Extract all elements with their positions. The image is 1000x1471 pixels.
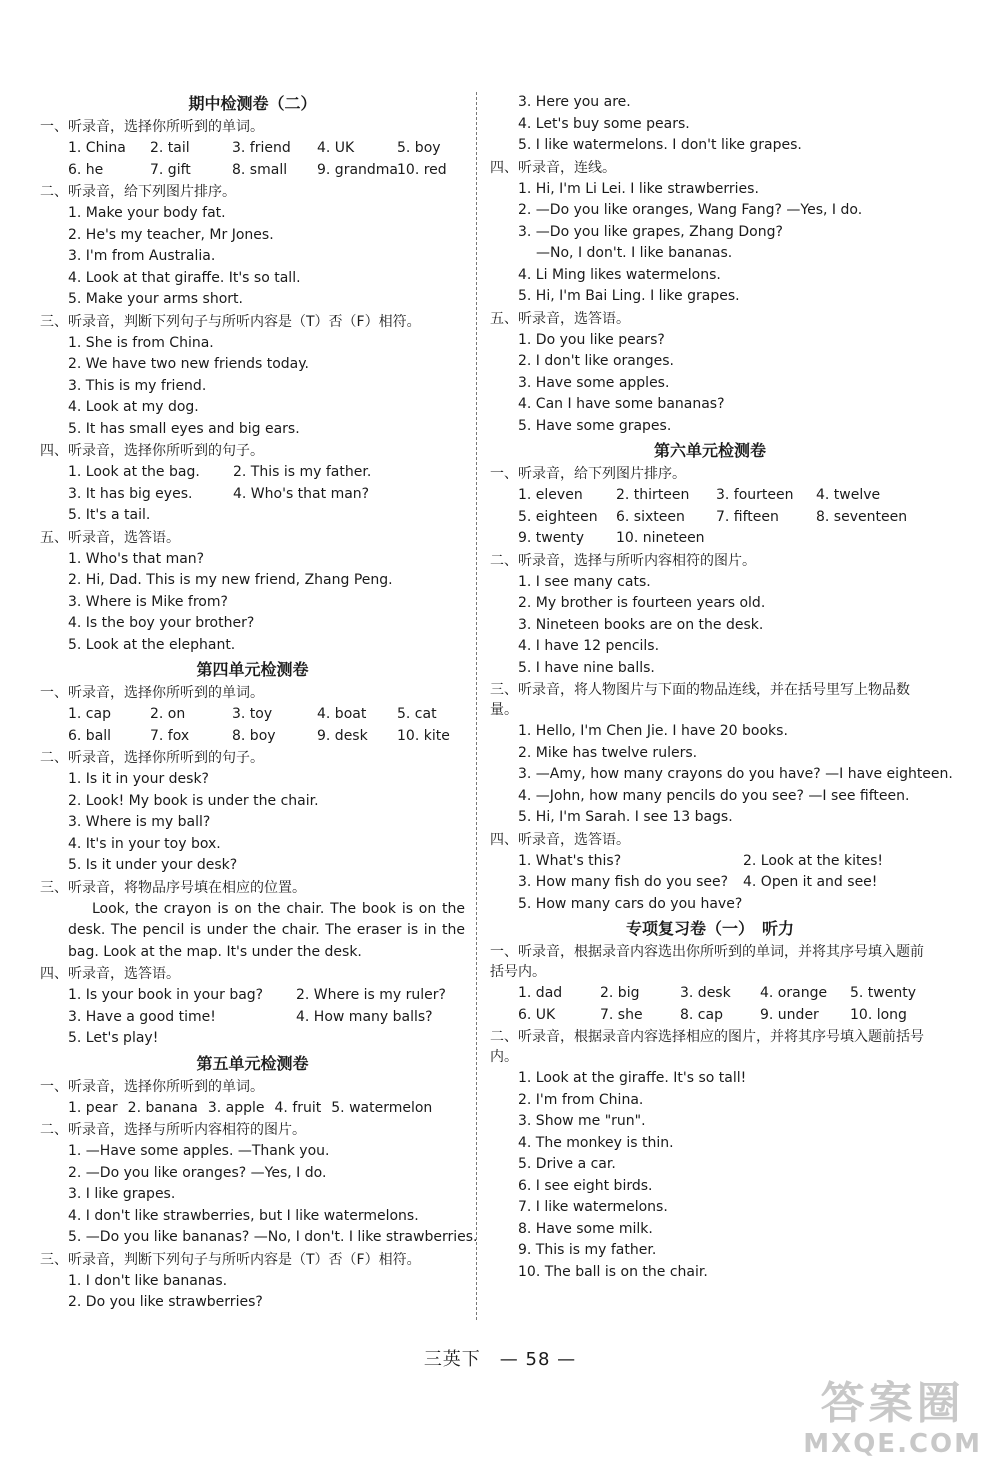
word-item: 3. toy: [232, 706, 273, 722]
sentence-item: 3. I'm from Australia.: [68, 248, 216, 264]
sentence-item: 1. —Have some apples. —Thank you.: [68, 1143, 330, 1159]
sentence-item: 2. We have two new friends today.: [68, 356, 309, 372]
word-item: 5. twenty: [850, 985, 917, 1001]
word-item: 2. thirteen: [616, 487, 690, 503]
sentence-item: 3. Where is my ball?: [68, 814, 211, 830]
sentence-item: 1. Look at the bag.: [68, 464, 200, 480]
question-heading: 三、听录音，将人物图片与下面的物品连线，并在括号里写上物品数量。: [490, 682, 910, 718]
question-heading: 五、听录音，选答语。: [490, 310, 630, 327]
word-item: 4. UK: [317, 140, 355, 156]
word-item: 10. kite: [397, 727, 450, 744]
sentence-item: 4. Look at my dog.: [68, 399, 199, 415]
word-item: 5. eighteen: [518, 508, 598, 525]
word-item: 3. friend: [232, 140, 291, 156]
word-item: 5. cat: [397, 706, 437, 722]
left-column: [40, 90, 478, 1314]
sentence-item: 1. Look at the giraffe. It's so tall!: [518, 1070, 747, 1086]
word-item: 2. big: [600, 985, 640, 1001]
question-heading: 二、听录音，选择与所听内容相符的图片。: [490, 552, 756, 569]
word-item: 6. ball: [68, 727, 112, 744]
word-item: 3. fourteen: [716, 487, 794, 503]
sentence-item: 1. Hello, I'm Chen Jie. I have 20 books.: [518, 723, 788, 739]
word-item: 8. cap: [680, 1006, 723, 1023]
question-heading: 三、听录音，判断下列句子与所听内容是（T）否（F）相符。: [40, 313, 421, 330]
sentence-item: 2. Look at the kites!: [743, 852, 883, 869]
question-heading: 四、听录音，选答语。: [490, 831, 630, 848]
sentence-item: 3. —Do you like grapes, Zhang Dong?: [518, 223, 783, 240]
sentence-item: 3. Nineteen books are on the desk.: [518, 616, 764, 633]
sentence-item: 3. How many fish do you see?: [518, 874, 729, 890]
sentence-item: 1. What's this?: [518, 852, 622, 869]
word-item: 1. pear: [68, 1099, 118, 1116]
sentence-item: 3. Have a good time!: [68, 1008, 216, 1025]
question-heading: 四、听录音，连线。: [490, 159, 616, 176]
sentence-item: 4. Li Ming likes watermelons.: [518, 266, 721, 283]
word-item: 10. nineteen: [616, 530, 705, 546]
sentence-item: 2. Look! My book is under the chair.: [68, 792, 319, 809]
question-heading: 三、听录音，判断下列句子与所听内容是（T）否（F）相符。: [40, 1251, 421, 1268]
question-heading: 二、听录音，选择你所听到的句子。: [40, 750, 264, 766]
sentence-item: 5. Have some grapes.: [518, 417, 672, 434]
word-grid: [490, 485, 930, 550]
word-item: 9. under: [760, 1006, 819, 1023]
word-item: 1. China: [68, 140, 126, 156]
sentence-item: 2. My brother is fourteen years old.: [518, 595, 766, 611]
sentence-grid: [40, 985, 465, 1050]
word-item: 7. fox: [150, 727, 190, 744]
question-heading: 四、听录音，选择你所听到的句子。: [40, 443, 264, 459]
word-item: 7. fifteen: [716, 508, 779, 525]
word-item: 2. on: [150, 706, 186, 722]
sentence-item: 4. Let's buy some pears.: [518, 115, 690, 132]
sentence-item: 8. Have some milk.: [518, 1220, 653, 1237]
section-title-unit6: 第六单元检测卷: [653, 441, 766, 460]
sentence-item: 2. This is my father.: [233, 464, 372, 480]
watermark-logo: [803, 1379, 982, 1459]
sentence-grid: [40, 462, 465, 527]
word-item: 6. he: [68, 161, 104, 178]
word-item: 3. apple: [207, 1099, 265, 1116]
sentence-item: 2. Do you like strawberries?: [68, 1294, 263, 1310]
sentence-item: 1. Who's that man?: [68, 550, 205, 567]
sentence-item: 4. Is the boy your brother?: [68, 615, 255, 631]
question-heading: 四、听录音，选答语。: [40, 966, 180, 982]
page-footer: 三英下 — 58 —: [423, 1349, 577, 1370]
word-item: 3. desk: [680, 985, 731, 1001]
word-row: [40, 1098, 465, 1120]
word-item: 4. twelve: [816, 487, 881, 503]
sentence-item: 4. Who's that man?: [233, 485, 370, 502]
sentence-item: 9. This is my father.: [518, 1242, 657, 1258]
sentence-item: 2. —Do you like oranges? —Yes, I do.: [68, 1164, 327, 1181]
sentence-item: 4. Can I have some bananas?: [518, 396, 725, 412]
word-item: 9. desk: [317, 727, 368, 744]
sentence-item: 4. Open it and see!: [743, 874, 878, 890]
sentence-item: 5. Drive a car.: [518, 1156, 616, 1172]
sentence-item: 1. I see many cats.: [518, 573, 651, 590]
sentence-item: 10. The ball is on the chair.: [518, 1263, 708, 1280]
sentence-item: —No, I don't. I like bananas.: [536, 245, 733, 261]
sentence-item: 5. Is it under your desk?: [68, 857, 238, 873]
sentence-item: 2. —Do you like oranges, Wang Fang? —Yes, I do.: [518, 202, 863, 218]
sentence-item: 4. How many balls?: [296, 1008, 433, 1025]
word-item: 9. grandma: [317, 161, 399, 178]
sentence-item: 2. Mike has twelve rulers.: [518, 744, 698, 761]
sentence-item: 2. He's my teacher, Mr Jones.: [68, 226, 274, 243]
sentence-item: 1. Is it in your desk?: [68, 771, 209, 787]
sentence-item: 5. —Do you like bananas? —No, I don't. I like strawberries.: [68, 1229, 478, 1245]
word-item: 7. she: [600, 1006, 643, 1023]
sentence-item: 4. —John, how many pencils do you see? —I see fifteen.: [518, 787, 910, 804]
sentence-item: 5. Look at the elephant.: [68, 636, 236, 653]
question-heading: 一、听录音，根据录音内容选出你所听到的单词，并将其序号填入题前括号内。: [490, 944, 924, 980]
sentence-item: 1. I don't like bananas.: [68, 1272, 228, 1289]
sentence-item: 5. I like watermelons. I don't like grapes.: [518, 137, 802, 153]
sentence-item: 5. I have nine balls.: [518, 659, 655, 676]
sentence-item: 4. Look at that giraffe. It's so tall.: [68, 269, 301, 286]
word-item: 5. watermelon: [331, 1099, 433, 1116]
sentence-item: 1. Do you like pears?: [518, 331, 665, 348]
question-heading: 一、听录音，选择你所听到的单词。: [40, 1078, 264, 1095]
question-heading: 五、听录音，选答语。: [40, 529, 180, 546]
word-item: 4. boat: [317, 706, 367, 722]
sentence-item: 5. How many cars do you have?: [518, 895, 743, 912]
question-heading: 二、听录音，给下列图片排序。: [40, 184, 236, 200]
word-item: 9. twenty: [518, 530, 585, 546]
word-item: 8. seventeen: [816, 508, 908, 525]
sentence-item: 2. Hi, Dad. This is my new friend, Zhang Peng.: [68, 572, 393, 588]
question-heading: 一、听录音，给下列图片排序。: [490, 466, 686, 482]
sentence-item: 4. I have 12 pencils.: [518, 638, 660, 654]
word-item: 4. orange: [760, 985, 828, 1001]
sentence-item: 2. Where is my ruler?: [296, 987, 446, 1003]
right-column: [490, 92, 953, 1283]
question-heading: 二、听录音，根据录音内容选择相应的图片，并将其序号填入题前括号内。: [490, 1029, 924, 1065]
listening-paragraph: Look, the crayon is on the chair. The book is on the desk. The pencil is under the chair. The eraser is in the bag. Look at the map. It's under the desk.: [68, 900, 465, 960]
word-item: 2. banana: [127, 1099, 198, 1116]
sentence-item: 3. Where is Mike from?: [68, 593, 228, 610]
question-heading: 一、听录音，选择你所听到的单词。: [40, 119, 264, 135]
sentence-item: 1. Make your body fat.: [68, 205, 226, 221]
sentence-item: 3. It has big eyes.: [68, 485, 193, 502]
word-item: 4. fruit: [274, 1099, 322, 1116]
word-item: 6. UK: [518, 1006, 556, 1023]
sentence-item: 5. It has small eyes and big ears.: [68, 420, 300, 437]
question-heading: 二、听录音，选择与所听内容相符的图片。: [40, 1122, 306, 1138]
sentence-item: 2. I don't like oranges.: [518, 353, 674, 369]
word-item: 1. dad: [518, 985, 563, 1001]
sentence-grid: [490, 851, 930, 916]
sentence-item: 3. I like grapes.: [68, 1186, 176, 1202]
section-title-review1: 专项复习卷（一） 听力: [625, 919, 794, 938]
section-title-unit4: 第四单元检测卷: [196, 660, 309, 679]
word-item: 10. red: [397, 161, 447, 178]
word-item: 5. boy: [397, 140, 441, 156]
sentence-item: 5. Hi, I'm Bai Ling. I like grapes.: [518, 288, 740, 304]
word-item: 2. tail: [150, 140, 190, 156]
word-grid: [40, 138, 465, 181]
word-item: 8. boy: [232, 727, 276, 744]
word-grid: [40, 704, 465, 747]
question-heading: 三、听录音，将物品序号填在相应的位置。: [40, 879, 306, 896]
sentence-item: 3. Show me "run".: [518, 1113, 646, 1129]
sentence-item: 5. It's a tail.: [68, 507, 151, 523]
sentence-item: 3. Here you are.: [518, 94, 631, 110]
word-item: 7. gift: [150, 161, 191, 178]
word-item: 10. long: [850, 1006, 907, 1023]
sentence-item: 2. I'm from China.: [518, 1091, 644, 1108]
sentence-item: 3. —Amy, how many crayons do you have? —I have eighteen.: [518, 766, 953, 782]
sentence-item: 7. I like watermelons.: [518, 1199, 668, 1215]
word-item: 1. cap: [68, 706, 111, 722]
watermark-url: MXQE.COM: [803, 1429, 982, 1459]
sentence-item: 5. Make your arms short.: [68, 291, 243, 307]
sentence-item: 1. She is from China.: [68, 334, 214, 351]
word-item: 1. eleven: [518, 487, 583, 503]
sentence-item: 3. This is my friend.: [68, 377, 207, 394]
sentence-item: 4. The monkey is thin.: [518, 1134, 674, 1151]
sentence-item: 5. Let's play!: [68, 1030, 159, 1046]
word-item: 6. sixteen: [616, 508, 685, 525]
section-title-unit5: 第五单元检测卷: [196, 1053, 309, 1073]
sentence-item: 4. It's in your toy box.: [68, 835, 221, 852]
sentence-item: 3. Have some apples.: [518, 374, 670, 391]
sentence-item: 1. Hi, I'm Li Lei. I like strawberries.: [518, 180, 759, 197]
watermark-text: 答案圈: [820, 1378, 965, 1429]
question-heading: 一、听录音，选择你所听到的单词。: [40, 685, 264, 701]
section-title-midterm2: 期中检测卷（二）: [188, 94, 317, 113]
word-item: 8. small: [232, 161, 288, 178]
sentence-item: 1. Is your book in your bag?: [68, 987, 264, 1003]
sentence-item: 6. I see eight birds.: [518, 1177, 653, 1194]
sentence-item: 4. I don't like strawberries, but I like watermelons.: [68, 1207, 419, 1224]
sentence-item: 5. Hi, I'm Sarah. I see 13 bags.: [518, 809, 733, 825]
word-grid: [490, 983, 930, 1026]
